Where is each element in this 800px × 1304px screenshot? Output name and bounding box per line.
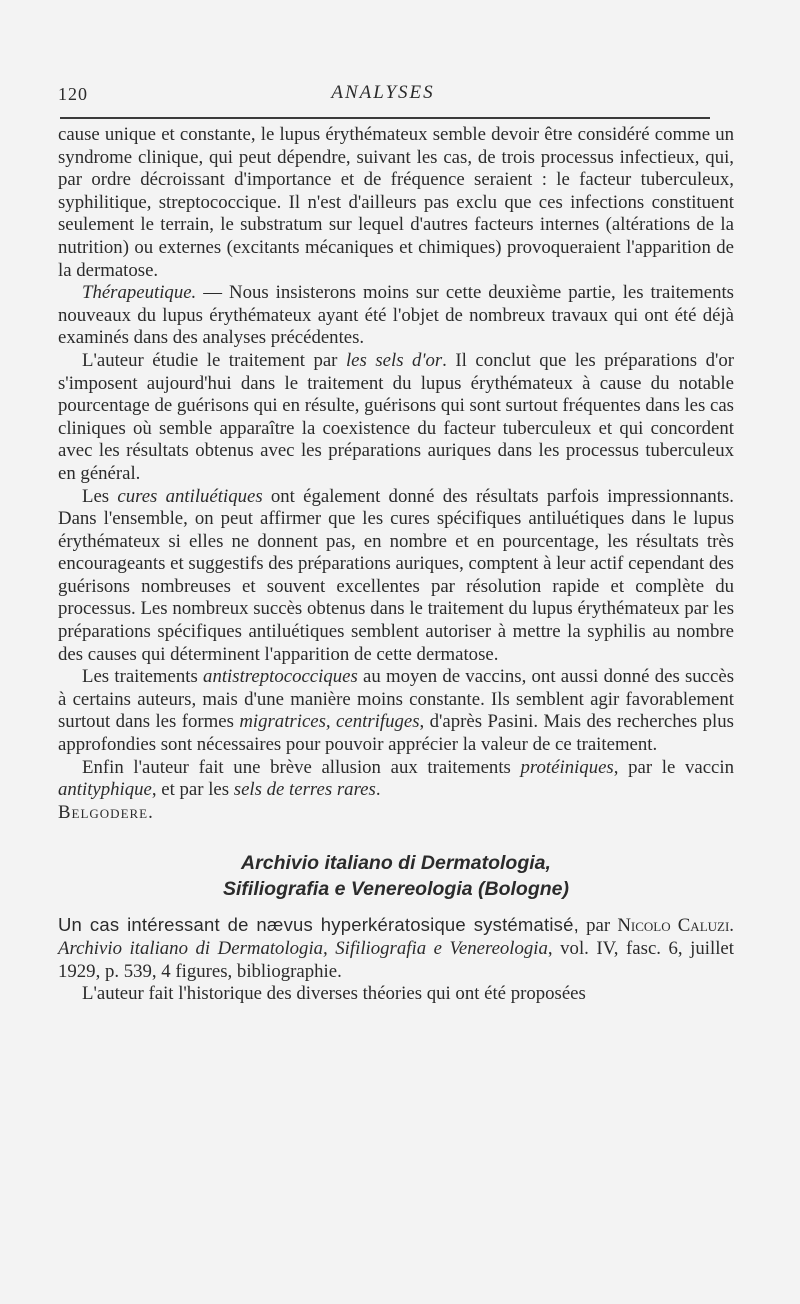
paragraph-historique <box>58 983 734 1006</box>
paragraph-text: L'auteur fait l'historique des diverses théories qui ont été proposées <box>82 983 586 1005</box>
journal-heading <box>58 850 734 902</box>
italic-term: sels de terres rares <box>233 779 376 801</box>
italic-term: antityphique <box>58 779 152 801</box>
journal-line: Archivio italiano di Dermatologia, <box>241 852 551 875</box>
article-reference <box>58 914 734 983</box>
text-run: , d'après Pasini. Mais des recherches plus approfondies sont nécessaires pour pouvoir apprécier la valeur de ce traitement. <box>58 711 734 756</box>
reference-details: , vol. IV, fasc. 6, juillet 1929, p. 539, 4 figures, bibliographie. <box>58 938 734 982</box>
paragraph-gold-salts <box>58 350 734 486</box>
italic-term: cures antiluétiques <box>117 485 263 507</box>
page-header <box>58 82 708 106</box>
text-run: Les <box>82 485 118 507</box>
journal-line: Sifiliografia e Venereologia (Bologne) <box>223 878 569 901</box>
author-signature: Belgodere. <box>58 801 154 823</box>
italic-term: les sels d'or <box>345 349 443 371</box>
text-run: , par le vaccin <box>613 756 734 778</box>
text-run: au moyen de vaccins, ont aussi donné des succès à certains auteurs, mais d'une manière moins constante. Ils semblent agir favorablement surtout dans les formes <box>58 666 735 733</box>
header-rule <box>60 117 710 119</box>
italic-term: antistreptococciques <box>203 666 358 688</box>
paragraph-text: cause unique et constante, le lupus érythémateux semble devoir être considéré comme un syndrome clinique, qui peut dépendre, suivant les cas, de trois processus infectieux, qui, par ordre décroissant d'importance et de fréquence seraient : le facteur tuberculeux, syphilitique, streptococcique. Il n'est d'ailleurs pas exclu que ces infections constituent seulement le terrain, le substratum sur lequel d'autres facteurs internes (altérations de la nutrition) ou externes (excitants mécaniques et chimiques) provoqueraient l'apparition de la dermatose. <box>58 124 734 281</box>
text-run: , et par les <box>151 779 234 801</box>
article-title: Un cas intéressant de nævus hyperkératosique systématisé, <box>58 914 579 936</box>
running-title: ANALYSES <box>331 82 435 103</box>
journal-reference: Archivio italiano di Dermatologia, Sifiliografia e Venereologia <box>58 938 548 959</box>
text-run: ont également donné des résultats parfois impressionnants. Dans l'ensemble, on peut affirmer que les cures spécifiques antiluétiques dans le lupus érythémateux si elles ne donnent pas, en nombre et en pourcentage, les résultats très encourageants et suggestifs des préparations auriques, comptent à leur actif cependant des guérisons nombreuses et souvent excellentes par résolution rapide et complète du processus. Les nombreux succès obtenus dans le traitement du lupus érythémateux par les préparations spécifiques antiluétiques semblent autoriser à mettre la syphilis au nombre des causes qui déterminent l'apparition de cette dermatose. <box>58 485 734 665</box>
text-run: . <box>375 779 381 801</box>
paragraph-antiluetic <box>58 486 734 667</box>
paragraph-causes <box>58 124 734 282</box>
text-run: L'auteur étudie le traitement par <box>82 349 346 371</box>
paragraph-therapeutique <box>58 282 734 350</box>
italic-term: protéiniques <box>520 756 614 778</box>
paragraph-text: — Nous insisterons moins sur cette deuxième partie, les traitements nouveaux du lupus érythémateux ayant été l'objet de nombreux travaux qui ont été déjà examinés dans des analyses précédentes. <box>58 282 734 349</box>
text-run: . Il conclut que les préparations d'or s'imposent aujourd'hui dans le traitement du lupus érythémateux à cause du notable pourcentage de guérisons qui en résulte, guérisons qui sont surtout fréquentes dans les cas cliniques où semble apparaître la coexistence du facteur tuberculeux et qui concordent avec les résultats obtenus avec les préparations auriques dans les processus tuberculeux en général. <box>58 349 734 484</box>
page-number: 120 <box>58 84 88 104</box>
paragraph-other-treatments <box>58 757 734 802</box>
text-run: Les traitements <box>82 666 204 688</box>
text-run: par <box>578 915 618 937</box>
article-body <box>58 124 734 1006</box>
italic-term: migratrices, centrifuges <box>239 711 420 733</box>
section-label: Thérapeutique. <box>82 282 197 304</box>
paragraph-antistrepto <box>58 666 734 756</box>
text-run: Enfin l'auteur fait une brève allusion aux traitements <box>82 756 521 778</box>
text-run: . <box>729 915 734 937</box>
article-author: Nicolo Caluzi <box>617 915 730 937</box>
